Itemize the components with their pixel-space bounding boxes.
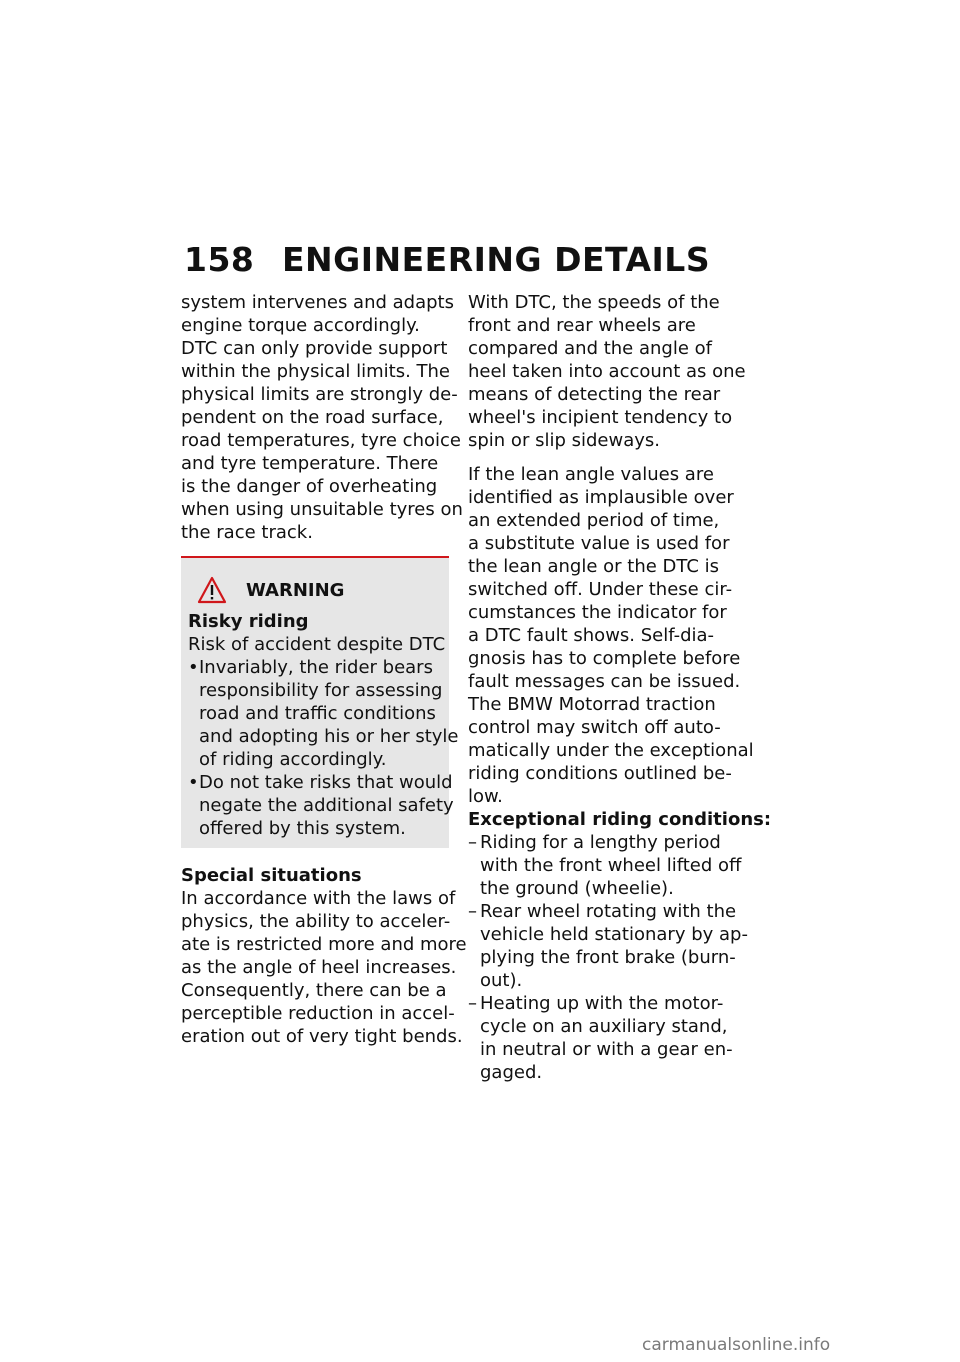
text-line: physical limits are strongly de- <box>181 384 458 405</box>
text-line: riding conditions outlined be- <box>468 763 732 784</box>
lean-angle-paragraph <box>468 463 754 808</box>
text-line: If the lean angle values are <box>468 464 714 485</box>
watermark: carmanualsonline.info <box>642 1335 831 1355</box>
text-line: when using unsuitable tyres on <box>181 499 463 520</box>
text-line: and adopting his or her style <box>199 726 459 747</box>
text-line: With DTC, the speeds of the <box>468 292 720 313</box>
text-line: engine torque accordingly. <box>181 315 420 336</box>
condition-item <box>468 900 748 992</box>
warning-label: WARNING <box>246 579 345 601</box>
text-line: cumstances the indicator for <box>468 602 727 623</box>
text-line: switched off. Under these cir- <box>468 579 733 600</box>
text-line: negate the additional safety <box>199 795 454 816</box>
bullet-mark: • <box>188 772 199 793</box>
warning-header <box>181 572 449 608</box>
text-line: identified as implausible over <box>468 487 734 508</box>
text-line: and tyre temperature. There <box>181 453 439 474</box>
text-line: matically under the exceptional <box>468 740 754 761</box>
text-line: system intervenes and adapts <box>181 292 454 313</box>
text-line: heel taken into account as one <box>468 361 746 382</box>
text-line: a DTC fault shows. Self-dia- <box>468 625 715 646</box>
warning-bullet <box>188 656 459 771</box>
warning-body <box>181 610 459 840</box>
warning-subheading: Risk of accident despite DTC <box>188 634 446 655</box>
text-line: a substitute value is used for <box>468 533 730 554</box>
text-line: physics, the ability to acceler- <box>181 911 451 932</box>
text-line: Rear wheel rotating with the <box>480 901 737 922</box>
text-line: Do not take risks that would <box>199 772 453 793</box>
text-line: Invariably, the rider bears <box>199 657 433 678</box>
page-title: ENGINEERING DETAILS <box>282 240 711 279</box>
text-line: the race track. <box>181 522 313 543</box>
text-line: in neutral or with a gear en- <box>480 1039 733 1060</box>
left-column <box>181 291 467 1048</box>
text-line: road temperatures, tyre choice <box>181 430 461 451</box>
warning-heading: Risky riding <box>188 611 309 632</box>
warning-bullet <box>188 771 454 840</box>
text-line: of riding accordingly. <box>199 749 387 770</box>
text-line: pendent on the road surface, <box>181 407 444 428</box>
page-number: 158 <box>184 240 255 279</box>
text-line: Riding for a lengthy period <box>480 832 721 853</box>
text-line: compared and the angle of <box>468 338 712 359</box>
special-situations-section <box>181 864 467 1048</box>
text-line: responsibility for assessing <box>199 680 443 701</box>
section-heading: Special situations <box>181 865 362 886</box>
text-line: with the front wheel lifted off <box>480 855 742 876</box>
text-line: is the danger of overheating <box>181 476 438 497</box>
text-line: the lean angle or the DTC is <box>468 556 720 577</box>
exceptional-conditions-section <box>468 808 772 1084</box>
dtc-paragraph <box>468 291 746 452</box>
text-line: eration out of very tight bends. <box>181 1026 463 1047</box>
text-line: means of detecting the rear <box>468 384 721 405</box>
condition-item <box>468 831 742 900</box>
text-line: front and rear wheels are <box>468 315 696 336</box>
text-line: the ground (wheelie). <box>480 878 674 899</box>
page-header <box>184 240 710 280</box>
text-line: as the angle of heel increases. <box>181 957 457 978</box>
text-line: DTC can only provide support <box>181 338 448 359</box>
text-line: wheel's incipient tendency to <box>468 407 733 428</box>
text-line: Consequently, there can be a <box>181 980 447 1001</box>
text-line: out). <box>480 970 523 991</box>
dash-mark: – <box>468 901 477 922</box>
text-line: low. <box>468 786 503 807</box>
warning-box <box>181 556 459 848</box>
text-line: ate is restricted more and more <box>181 934 467 955</box>
text-line: Heating up with the motor- <box>480 993 724 1014</box>
text-line: spin or slip sideways. <box>468 430 660 451</box>
text-line: cycle on an auxiliary stand, <box>480 1016 728 1037</box>
dash-mark: – <box>468 832 477 853</box>
right-column <box>468 291 772 1084</box>
text-line: within the physical limits. The <box>181 361 450 382</box>
text-line: control may switch off auto- <box>468 717 721 738</box>
text-line: plying the front brake (burn- <box>480 947 736 968</box>
condition-item <box>468 992 736 1084</box>
warning-triangle-icon <box>197 576 227 604</box>
text-line: gaged. <box>480 1062 543 1083</box>
text-line: The BMW Motorrad traction <box>468 694 716 715</box>
text-line: gnosis has to complete before <box>468 648 741 669</box>
text-line: fault messages can be issued. <box>468 671 741 692</box>
text-line: vehicle held stationary by ap- <box>480 924 748 945</box>
dash-mark: – <box>468 993 477 1014</box>
text-line: In accordance with the laws of <box>181 888 456 909</box>
text-line: an extended period of time, <box>468 510 720 531</box>
section-heading: Exceptional riding conditions: <box>468 809 772 830</box>
text-line: road and traffic conditions <box>199 703 436 724</box>
text-line: offered by this system. <box>199 818 406 839</box>
text-line: perceptible reduction in accel- <box>181 1003 455 1024</box>
intro-paragraph <box>181 291 463 544</box>
bullet-mark: • <box>188 657 199 678</box>
